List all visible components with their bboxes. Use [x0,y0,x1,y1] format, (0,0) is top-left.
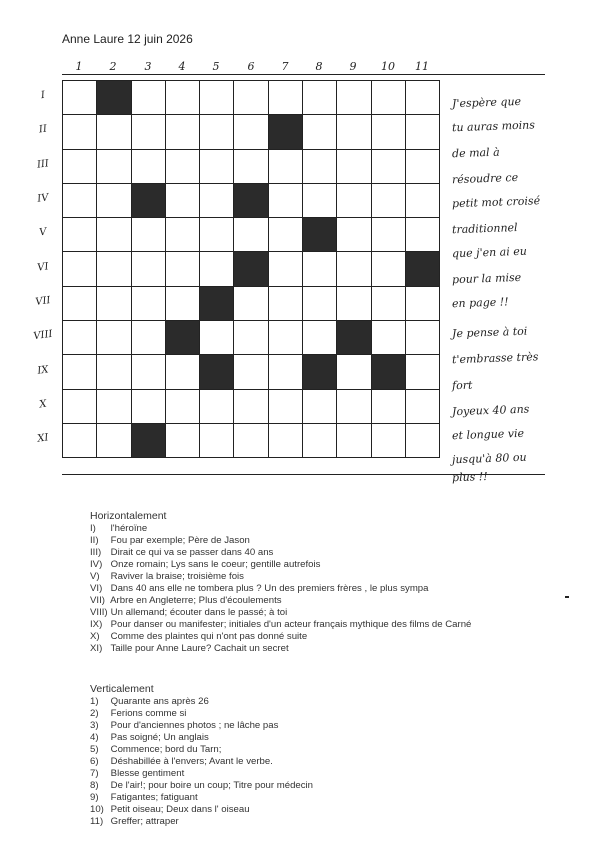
grid-cell[interactable] [97,115,131,149]
clue-text: Ferions comme si [110,708,187,719]
grid-cell[interactable] [132,287,166,321]
grid-cell[interactable] [97,287,131,321]
clue-item [90,607,471,619]
grid-cell[interactable] [63,184,97,218]
note-line: fort [451,378,473,393]
clue-number: 4) [90,732,99,743]
black-cell [234,184,268,218]
note-line: pour la mise [451,270,522,287]
note-line: Joyeux 40 ans [451,402,530,419]
grid-cell[interactable] [97,424,131,458]
grid-cell[interactable] [200,218,234,252]
grid-cell[interactable] [234,287,268,321]
grid-cell[interactable] [63,321,97,355]
grid-cell[interactable] [303,115,337,149]
grid-cell[interactable] [63,424,97,458]
grid-cell[interactable] [337,355,371,389]
clue-text: Petit oiseau; Deux dans l' oiseau [110,804,250,815]
clue-number: 9) [90,792,99,803]
clue-text: Pour danser ou manifester; initiales d'un acteur français mythique des films de Carné [110,619,472,630]
clue-item [90,756,313,768]
grid-cell[interactable] [337,390,371,424]
note-line: et longue vie [451,426,525,443]
grid-cell[interactable] [406,115,440,149]
row-number: II [38,123,48,136]
section-title: Horizontalement [90,510,167,522]
clue-item [90,792,313,804]
clue-number: 5) [90,744,99,755]
clue-item [90,559,471,571]
black-cell [132,424,166,458]
row-number: IX [36,364,50,377]
grid-cell[interactable] [303,424,337,458]
clue-text: Taille pour Anne Laure? Cachait un secret [110,643,289,654]
grid-cell[interactable] [166,81,200,115]
note-line: jusqu'à 80 ou [451,450,527,467]
grid-cell[interactable] [97,355,131,389]
grid-cell[interactable] [406,81,440,115]
horizontal-clues [90,510,471,655]
grid-cell[interactable] [132,218,166,252]
row-number: V [38,226,48,239]
note-line: tu auras moins [451,118,536,135]
black-cell [200,287,234,321]
grid-cell[interactable] [63,390,97,424]
clue-item [90,535,471,547]
clue-number: 10) [90,804,104,815]
clue-item [90,643,471,655]
black-cell [269,115,303,149]
grid-cell[interactable] [372,390,406,424]
clue-number: 11) [90,816,104,827]
grid-cell[interactable] [166,252,200,286]
clue-item [90,816,313,828]
row-number: XI [36,432,50,445]
grid-cell[interactable] [200,115,234,149]
clue-number: IV) [90,559,103,570]
grid-cell[interactable] [166,218,200,252]
grid-cell[interactable] [372,287,406,321]
grid-cell[interactable] [166,184,200,218]
grid-cell[interactable] [132,355,166,389]
grid-cell[interactable] [234,321,268,355]
clue-item [90,583,471,595]
note-line: Je pense à toi [451,324,528,341]
clue-item [90,744,313,756]
grid-cell[interactable] [97,252,131,286]
grid-cell[interactable] [97,218,131,252]
page-header: Anne Laure 12 juin 2026 [62,32,193,46]
grid-cell[interactable] [63,252,97,286]
grid-cell[interactable] [372,321,406,355]
black-cell [372,355,406,389]
black-cell [303,218,337,252]
grid-cell[interactable] [200,321,234,355]
grid-cell[interactable] [200,390,234,424]
grid-cell[interactable] [269,252,303,286]
note-line: J'espère que [451,94,522,111]
grid-cell[interactable] [372,424,406,458]
stray-mark [565,596,569,598]
clue-number: 3) [90,720,99,731]
clue-item [90,595,471,607]
grid-cell[interactable] [166,390,200,424]
grid-cell[interactable] [337,81,371,115]
grid-cell[interactable] [234,150,268,184]
column-number: 9 [349,60,357,73]
grid-cell[interactable] [303,252,337,286]
clue-text: Comme des plaintes qui n'ont pas donné suite [110,631,308,642]
black-cell [97,81,131,115]
grid-cell[interactable] [234,424,268,458]
grid-cell[interactable] [200,424,234,458]
clue-number: 2) [90,708,99,719]
grid-cell[interactable] [200,252,234,286]
black-cell [200,355,234,389]
grid-cell[interactable] [132,81,166,115]
black-cell [337,321,371,355]
clue-item [90,708,313,720]
grid-cell[interactable] [269,321,303,355]
black-cell [132,184,166,218]
clue-number: VIII) [90,607,108,618]
grid-cell[interactable] [234,218,268,252]
clue-item [90,768,313,780]
grid-cell[interactable] [97,321,131,355]
grid-cell[interactable] [269,81,303,115]
black-cell [303,355,337,389]
grid-cell[interactable] [406,184,440,218]
note-line: traditionnel [451,220,518,237]
grid-cell[interactable] [63,81,97,115]
row-number: VI [36,261,50,274]
clue-text: Un allemand; écouter dans le passé; à toi [110,607,288,618]
clue-text: l'héroïne [110,523,148,534]
grid-cell[interactable] [166,150,200,184]
crossword-grid [62,80,440,458]
clue-text: Raviver la braise; troisième fois [110,571,244,582]
clue-item [90,631,471,643]
clue-number: X) [90,631,100,642]
grid-cell[interactable] [63,218,97,252]
clue-text: Pas soigné; Un anglais [110,732,209,743]
grid-cell[interactable] [200,81,234,115]
note-line: résoudre ce [451,170,519,187]
row-number: IV [36,192,50,205]
clue-text: Fatigantes; fatiguant [110,792,198,803]
grid-cell[interactable] [372,115,406,149]
clue-number: 6) [90,756,99,767]
grid-cell[interactable] [372,218,406,252]
grid-cell[interactable] [406,424,440,458]
clue-text: Dirait ce qui va se passer dans 40 ans [110,547,274,558]
row-number: VIII [32,328,54,343]
section-title: Verticalement [90,683,154,695]
grid-cell[interactable] [337,424,371,458]
clue-number: V) [90,571,100,582]
clue-text: Déshabillée à l'envers; Avant le verbe. [110,756,273,767]
column-number: 5 [212,60,220,73]
clue-item [90,571,471,583]
grid-cell[interactable] [269,355,303,389]
grid-cell[interactable] [234,390,268,424]
column-number: 2 [109,60,117,73]
grid-cell[interactable] [303,321,337,355]
black-cell [166,321,200,355]
grid-cell[interactable] [303,184,337,218]
clue-item [90,523,471,535]
grid-cell[interactable] [406,355,440,389]
grid-cell[interactable] [303,390,337,424]
grid-cell[interactable] [406,390,440,424]
column-number: 10 [381,60,395,73]
clue-item [90,547,471,559]
row-number: VII [34,295,52,308]
grid-cell[interactable] [406,150,440,184]
clue-number: VII) [90,595,105,606]
grid-cell[interactable] [63,115,97,149]
clue-item [90,619,471,631]
grid-cell[interactable] [97,184,131,218]
clue-text: Arbre en Angleterre; Plus d'écoulements [110,595,282,606]
clue-number: II) [90,535,99,546]
grid-cell[interactable] [132,321,166,355]
grid-cell[interactable] [372,81,406,115]
clue-text: Blesse gentiment [110,768,185,779]
grid-cell[interactable] [269,150,303,184]
grid-cell[interactable] [166,355,200,389]
clue-text: Greffer; attraper [110,816,179,827]
clue-item [90,780,313,792]
grid-cell[interactable] [63,355,97,389]
clue-number: 8) [90,780,99,791]
black-cell [234,252,268,286]
clue-number: III) [90,547,102,558]
clue-number: 1) [90,696,99,707]
clue-number: I) [90,523,96,534]
grid-cell[interactable] [406,321,440,355]
grid-cell[interactable] [132,390,166,424]
note-line: de mal à [451,145,500,161]
grid-cell[interactable] [303,81,337,115]
clue-item [90,804,313,816]
grid-cell[interactable] [166,115,200,149]
note-line: en page !! [451,295,509,311]
clue-number: XI) [90,643,103,654]
grid-cell[interactable] [166,424,200,458]
grid-cell[interactable] [269,287,303,321]
note-line: plus !! [451,470,488,485]
column-number: 8 [315,60,323,73]
grid-cell[interactable] [269,184,303,218]
row-number: I [40,89,46,102]
grid-cell[interactable] [337,150,371,184]
grid-cell[interactable] [132,150,166,184]
clue-text: Quarante ans après 26 [110,696,209,707]
grid-cell[interactable] [372,184,406,218]
top-rule [62,74,545,75]
grid-cell[interactable] [337,218,371,252]
grid-cell[interactable] [303,150,337,184]
clue-number: VI) [90,583,103,594]
grid-cell[interactable] [200,184,234,218]
grid-cell[interactable] [406,218,440,252]
clue-text: Dans 40 ans elle ne tombera plus ? Un des premiers frères , le plus sympa [110,583,429,594]
grid-cell[interactable] [372,150,406,184]
grid-cell[interactable] [303,287,337,321]
clue-item [90,696,313,708]
vertical-clues [90,683,313,828]
black-cell [406,252,440,286]
grid-cell[interactable] [337,184,371,218]
grid-cell[interactable] [269,424,303,458]
row-number: III [36,158,50,171]
column-number: 1 [75,60,83,73]
column-number: 6 [247,60,255,73]
column-number: 3 [144,60,152,73]
clue-number: 7) [90,768,99,779]
grid-cell[interactable] [337,115,371,149]
clue-text: Pour d'anciennes photos ; ne lâche pas [110,720,279,731]
grid-cell[interactable] [97,390,131,424]
grid-cell[interactable] [132,252,166,286]
clue-item [90,732,313,744]
grid-cell[interactable] [234,81,268,115]
clue-item [90,720,313,732]
column-number: 7 [281,60,289,73]
grid-cell[interactable] [63,287,97,321]
grid-cell[interactable] [234,355,268,389]
grid-cell[interactable] [234,115,268,149]
row-number: X [38,398,48,411]
grid-cell[interactable] [269,218,303,252]
clue-number: IX) [90,619,103,630]
column-number: 4 [178,60,186,73]
grid-cell[interactable] [200,150,234,184]
grid-cell[interactable] [63,150,97,184]
grid-cell[interactable] [132,115,166,149]
clue-text: Commence; bord du Tarn; [110,744,222,755]
grid-cell[interactable] [166,287,200,321]
clue-text: Fou par exemple; Père de Jason [110,535,250,546]
grid-cell[interactable] [372,252,406,286]
clue-text: De l'air!; pour boire un coup; Titre pour médecin [110,780,314,791]
grid-cell[interactable] [337,252,371,286]
grid-cell[interactable] [97,150,131,184]
grid-cell[interactable] [337,287,371,321]
grid-cell[interactable] [406,287,440,321]
column-number: 11 [415,60,429,73]
clue-text: Onze romain; Lys sans le coeur; gentille autrefois [110,559,321,570]
note-line: petit mot croisé [451,194,541,211]
note-line: que j'en ai eu [451,244,528,261]
note-line: t'embrasse très [451,350,539,367]
grid-cell[interactable] [269,390,303,424]
